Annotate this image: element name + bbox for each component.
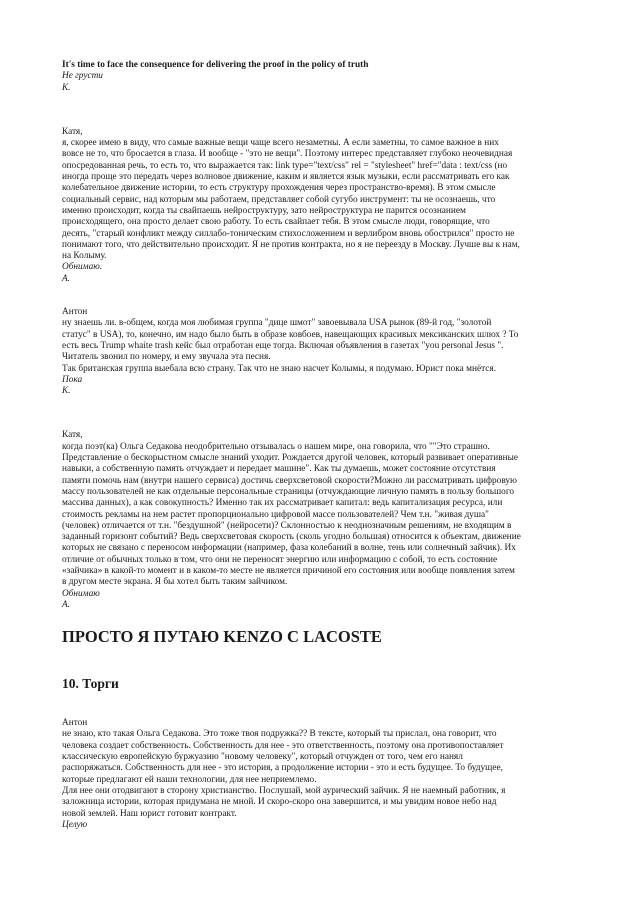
letter-line: понимают того, что действительно происходит. Я не против контракта, но я не переезду в Москву. Лучше вы к нам, — [62, 239, 520, 250]
letter-line: Так британская группа выебала всю страну. Так что не знаю насчет Колымы, я подумаю. Юрист пока мнётся. — [62, 363, 497, 374]
spacer — [62, 692, 582, 718]
spacer — [62, 419, 582, 430]
letter-line: колебательное движение истории, то есть структуру прохождения через пространство-время). В этом смысле — [62, 183, 496, 194]
letter-2 — [62, 307, 582, 397]
letter-line: Представление о бескорыстном смысле знаний уходит. Рождается другой человек, который развивает оперативные — [62, 453, 518, 464]
letter-greeting: Катя, — [62, 430, 83, 441]
letter-line: иногда проще это передать через волновое движение, каким и является язык музыки, если рассматривать его как — [62, 172, 510, 183]
letter-line: распоряжаться. Собственность для нее - это история, а продолжение истории - это и есть будущее. То будущее, — [62, 763, 503, 774]
spacer — [62, 285, 582, 307]
letter-line: новой землей. Наш юрист готовит контракт. — [62, 808, 237, 819]
letter-line: которые предлагают ей наши технологии, для нее неприемлемо. — [62, 774, 317, 785]
letter-line: есть весь Trump whaite trash кейс был отработан еще тогда. Включая объявления в газетах "you personal Jesus ". — [62, 340, 504, 351]
letter-line: отличие от обычных только в том, что они не переносят энергию или информацию с собой, то есть состояние — [62, 554, 498, 565]
letter-line: когда поэт(ка) Ольга Седакова неодобрительно отзывалась о нашем мире, она говорила, что ""Это страшно. — [62, 441, 490, 452]
letter-line: не знаю, кто такая Ольга Седакова. Это тоже твоя подружка?? В тексте, который ты прислал, она говорит, что — [62, 729, 497, 740]
letter-line: Читатель звонил по номеру, и ему звучала эта песня. — [62, 352, 271, 363]
letter-line: опосредованная речь, то есть то, что выражается так: link type="text/css" rel = "stylesheet" href="data : text/css (но — [62, 160, 508, 171]
section-heading: ПРОСТО Я ПУТАЮ KENZO С LACOSTE — [62, 627, 382, 647]
spacer — [62, 397, 582, 419]
letter-line: массу пользователей не как отдельные персональные страницы (отчуждающие личную память в пользу большого — [62, 486, 515, 497]
letter-line: памяти помочь нам (внутри нашего сервиса) достичь сверхсветовой скорости?Можно ли рассматривать цифровую — [62, 475, 517, 486]
letter-signoff: Обнимаю. — [62, 262, 103, 273]
document-title: It's time to face the consequence for delivering the proof in the policy of truth — [62, 60, 369, 70]
letter-line: в другом месте экрана. Я бы хотел быть таким зайчиком. — [62, 577, 288, 588]
letter-initial: А. — [62, 599, 71, 610]
spacer — [62, 647, 582, 675]
title-subtitle: Не грусти — [62, 71, 103, 82]
letter-signoff: Пока — [62, 374, 83, 385]
letter-line: «зайчика» в какой-то момент и в каком-то месте не является причиной его состояния или вообще появления затем — [62, 565, 515, 576]
letter-line: (человек) отличается от т.н. "бездушной" (нейросети)? Склонностью к неоднозначным решениям, не входящим в — [62, 520, 512, 531]
letter-line: классическую европейскую буржуазию "новому человеку", который отчужден от того, чем его нанял — [62, 752, 463, 763]
letter-line: десять, "старый конфликт между силлабо-тоническим стихосложением и верлибром вновь обострился" просто не — [62, 228, 515, 239]
letter-line: стоимость рекламы на нем растет пропорционально цифровой массе пользователей? Чем т.н. "живая душа" — [62, 509, 489, 520]
spacer — [62, 611, 582, 627]
letter-line: Для нее они отодвигают в сторону христианство. Послушай, мой аурический зайчик. Я не наемный работник, я — [62, 785, 506, 796]
title-initial: К. — [62, 82, 71, 93]
letter-line: массива данных), а как совокупность? Именно так их рассматривает капитал: ведь капитализация ресурса, или — [62, 498, 503, 509]
letter-line: вовсе не то, что бросается в глаза. И вообще - "это не вещи". Поэтому интерес представляет глубоко неочевидная — [62, 149, 513, 160]
letter-initial: К. — [62, 386, 71, 397]
chapter-heading: 10. Торги — [62, 676, 119, 692]
letter-3 — [62, 430, 582, 611]
letter-initial: А. — [62, 273, 71, 284]
letter-line: именно происходит, когда ты свайпаешь нейроструктуру, зато нейроструктура не парится осознанием — [62, 205, 466, 216]
letter-line: я, скорее имею в виду, что самые важные вещи чаще всего незаметны. А если заметны, то самое важное в них — [62, 138, 499, 149]
spacer — [62, 116, 582, 127]
letter-line: ну знаешь ли. в-общем, когда моя любимая группа "дице шмот" завоевывала USA рынок (89-й год, "золотой — [62, 318, 492, 329]
letter-greeting: Катя, — [62, 126, 83, 137]
letter-line: социальный сервис, над которым мы работаем, представляет собой сугубо инструмент: ты не осознаешь, что — [62, 194, 496, 205]
letter-signoff: Целую — [62, 819, 88, 830]
spacer — [62, 94, 582, 116]
letter-line: заданный горизонт событий? Ведь сверхсветовая скорость (сколь угодно большая) относится к объектам, движение — [62, 532, 521, 543]
letter-sender: Антон — [62, 718, 88, 729]
letter-line: на Колыму. — [62, 251, 107, 262]
letter-1 — [62, 127, 582, 285]
letter-line: статус" в USA), то, конечно, им надо было быть в образе ковбоев, навещающих красивых мексиканских шлюх ? То — [62, 329, 519, 340]
document-page — [62, 60, 582, 831]
letter-4 — [62, 718, 582, 831]
letter-line: происходящего, она просто делает свою работу. То есть свайпает тебя. В этом смысле люди, говорящие, что — [62, 217, 490, 228]
letter-sender: Антон — [62, 307, 88, 318]
letter-signoff: Обнимаю — [62, 588, 100, 599]
letter-line: заложница истории, которая придумана не мной. И скоро-скоро она завершится, и мы увидим новое небо над — [62, 797, 497, 808]
letter-line: человека создает собственность. Собственность для нее - это ответственность, поэтому она противопоставляет — [62, 740, 504, 751]
letter-line: которых не связано с переносом информации (например, фаза колебаний в волне, тень или солнечный зайчик). Их — [62, 543, 516, 554]
letter-line: навыки, а собственную память отчуждает и передает машине". Как ты думаешь, может состояние отсутствия — [62, 464, 496, 475]
